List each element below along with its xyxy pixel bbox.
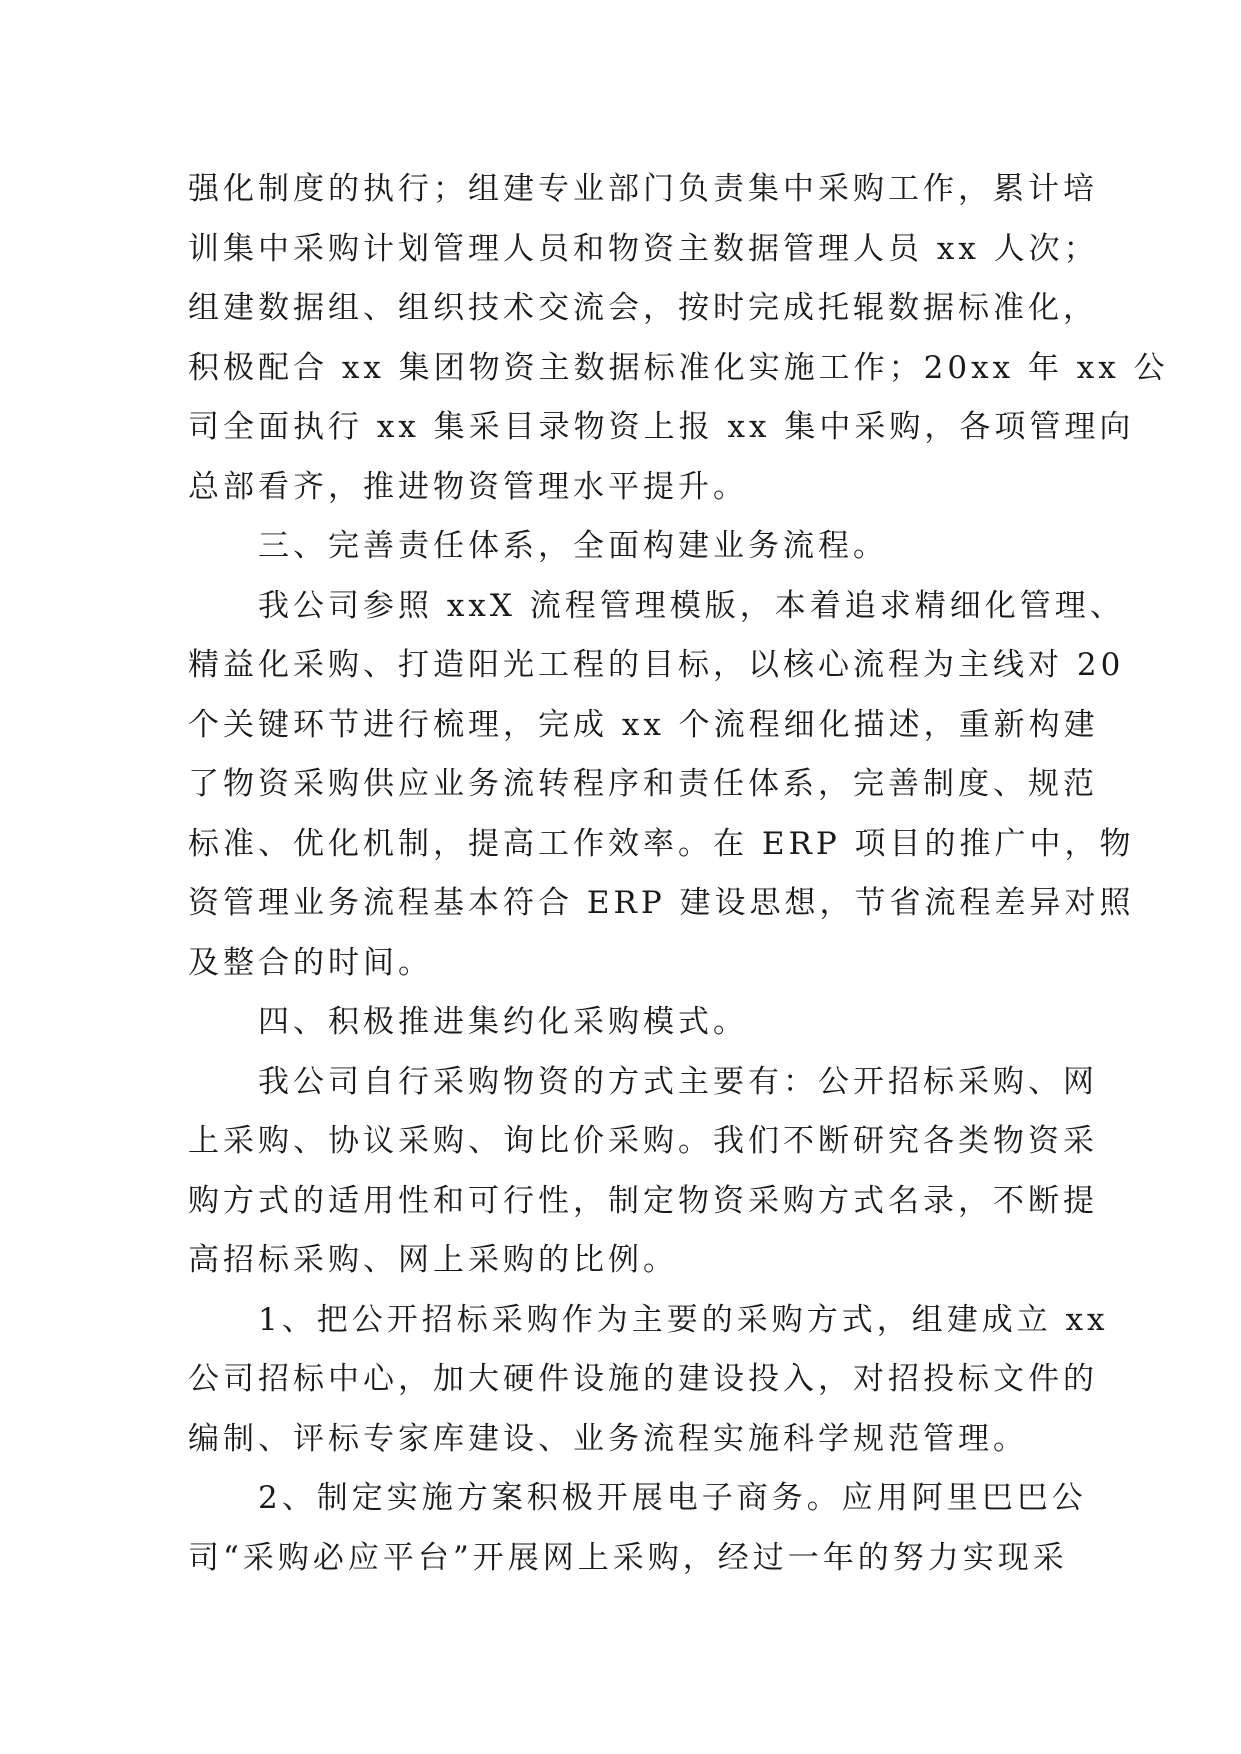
text-line: 资管理业务流程基本符合 ERP 建设思想，节省流程差异对照 [188, 885, 1135, 921]
section-heading-4: 四、积极推进集约化采购模式。 [188, 1004, 748, 1040]
section-heading-3: 三、完善责任体系，全面构建业务流程。 [188, 528, 888, 564]
text-line: 我公司自行采购物资的方式主要有：公开招标采购、网 [188, 1063, 1098, 1100]
text-line: 我公司参照 xxX 流程管理模版，本着追求精细化管理、 [188, 587, 1125, 624]
text-line: 总部看齐，推进物资管理水平提升。 [188, 468, 748, 505]
text-line: 精益化采购、打造阳光工程的目标，以核心流程为主线对 20 [188, 647, 1125, 683]
text-line: 标准、优化机制，提高工作效率。在 ERP 项目的推广中，物 [188, 825, 1135, 862]
document-body [188, 160, 1169, 1588]
list-item-1: 1、把公开招标采购作为主要的采购方式，组建成立 xx [188, 1301, 1109, 1338]
text-line: 司全面执行 xx 集采目录物资上报 xx 集中采购，各项管理向 [188, 409, 1135, 445]
text-line: 了物资采购供应业务流转程序和责任体系，完善制度、规范 [188, 766, 1098, 802]
text-line: 购方式的适用性和可行性，制定物资采购方式名录，不断提 [188, 1182, 1098, 1219]
text-line: 上采购、协议采购、询比价采购。我们不断研究各类物资采 [188, 1123, 1098, 1159]
list-item-2: 2、制定实施方案积极开展电子商务。应用阿里巴巴公 [188, 1480, 1087, 1516]
text-line: 训集中采购计划管理人员和物资主数据管理人员 xx 人次； [188, 230, 1099, 267]
text-line: 司“采购必应平台”开展网上采购，经过一年的努力实现采 [188, 1539, 1068, 1576]
text-line: 强化制度的执行；组建专业部门负责集中采购工作，累计培 [188, 171, 1098, 207]
text-line: 组建数据组、组织技术交流会，按时完成托辊数据标准化， [188, 290, 1098, 326]
text-line: 高招标采购、网上采购的比例。 [188, 1242, 678, 1278]
text-line: 积极配合 xx 集团物资主数据标准化实施工作；20xx 年 xx 公 [188, 349, 1169, 386]
text-line: 公司招标中心，加大硬件设施的建设投入，对招投标文件的 [188, 1361, 1098, 1397]
text-line: 个关键环节进行梳理，完成 xx 个流程细化描述，重新构建 [188, 706, 1099, 743]
text-line: 及整合的时间。 [188, 944, 433, 981]
text-line: 编制、评标专家库建设、业务流程实施科学规范管理。 [188, 1420, 1028, 1457]
